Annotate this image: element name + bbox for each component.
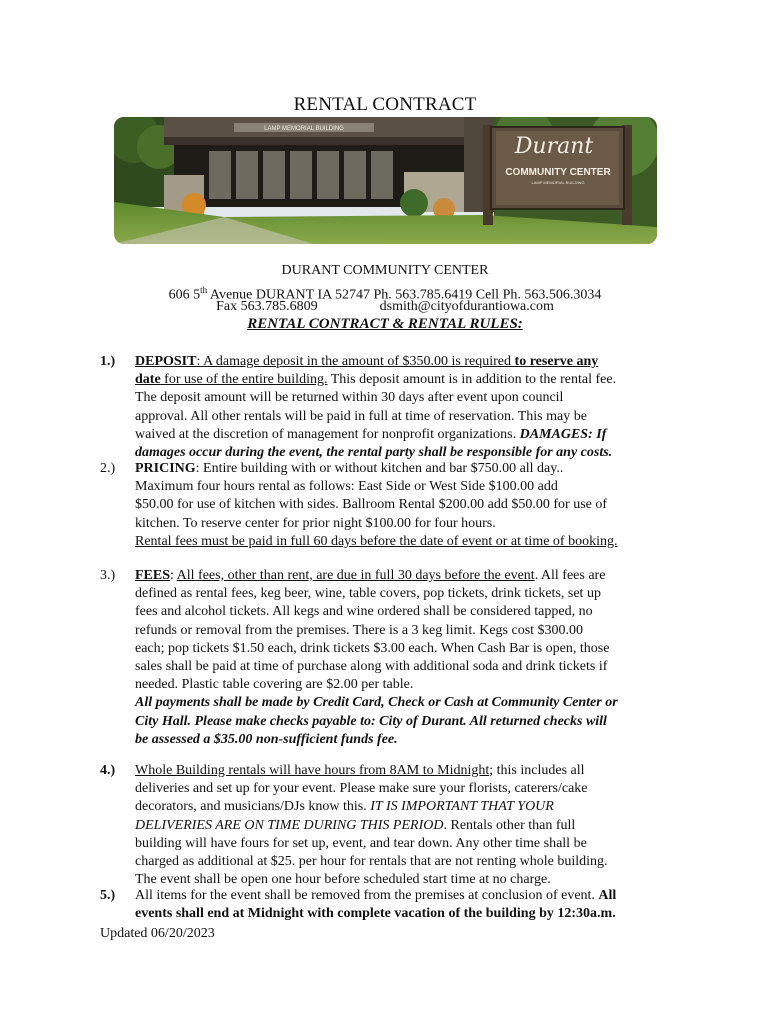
text-span: All [598,888,617,903]
text-line: deliveries and set up for your event. Please make sure your florists, caterers/cake [135,781,588,797]
text-span: All fees, other than rent, are due in full 30 days before the event [176,568,535,583]
text-line [135,887,670,905]
sign-subtext: LAMP MEMORIAL BUILDING [531,180,585,185]
text-line: be assessed a $35.00 non-sufficient funds fee. [135,731,398,747]
text-span: ; this includes all [489,763,585,778]
text-line [135,817,670,835]
text-line [135,353,670,371]
text-line [135,371,670,389]
text-span: : Entire building with or without kitchen and bar $750.00 all day.. [195,461,564,476]
text-span: for use of the entire building. [160,372,328,388]
text-line: City Hall. Please make checks payable to: City of Durant. All returned checks will [135,713,607,729]
org-name: DURANT COMMUNITY CENTER [281,263,489,278]
fees-label: FEES [135,568,171,583]
text-span: date [135,372,161,388]
text-span: This deposit amount is in addition to the rental fee. [327,372,617,388]
text-line: The event shall be open one hour before scheduled start time at no charge. [135,872,551,888]
text-line: All payments shall be made by Credit Card, Check or Cash at Community Center or [135,695,618,711]
email-address[interactable]: dsmith@cityofdurantiowa.com [379,299,554,314]
text-line: approval. All other rentals will be paid in full at time of reservation. This may be [135,408,587,424]
text-span: decorators, and musicians/DJs know this. [135,799,371,815]
text-span: DAMAGES: If [519,426,607,442]
text-line [135,798,670,816]
text-line: damages occur during the event, the rental party shall be responsible for any costs. [135,445,613,461]
deposit-label: DEPOSIT [135,354,197,369]
text-line: The deposit amount will be returned within 30 days after event upon council [135,390,564,406]
street-suffix: th [200,285,208,295]
text-span: Whole Building rentals will have hours from 8AM to Midnight [135,763,490,778]
text-line: events shall end at Midnight with complete vacation of the building by 12:30a.m. [135,906,616,922]
text-line [135,567,670,585]
section-removal [100,887,670,923]
street-number: 606 5 [168,287,201,303]
section-fees [100,567,670,749]
fax-number: Fax 563.785.6809 [216,299,318,314]
text-line: refunds or removal from the premises. There is a 3 keg limit. Kegs cost $300.00 [135,622,584,638]
section-hours [100,762,670,889]
text-line [135,762,670,780]
community-center-photo [114,117,657,244]
text-line: charged as additional at $25. per hour for rentals that are not renting whole building. [135,854,608,870]
text-line: Rental fees must be paid in full 60 days before the date of event or at time of booking. [135,533,618,549]
document-title: RENTAL CONTRACT [293,94,477,115]
street-rest: Avenue DURANT IA 52747 Ph. 563.785.6419 Cell Ph. 563.506.3034 [207,287,602,303]
text-span: DELIVERIES ARE ON TIME DURING THIS PERIOD [135,817,444,833]
text-span: : [170,568,177,583]
text-line: building will have fours for set up, event, and tear down. Any other time shall be [135,835,587,851]
section-number: 4.) [100,763,116,778]
text-line: fees and alcohol tickets. All kegs and wine ordered shall be considered tapped, no [135,604,593,620]
updated-date: Updated 06/20/2023 [100,926,215,941]
text-line: defined as rental fees, keg beer, wine, table covers, pop tickets, drink tickets, set up [135,586,601,602]
text-line [135,426,670,444]
text-line [135,460,670,478]
text-span: : A damage deposit in the amount of $350.00 is required [196,354,515,369]
pricing-label: PRICING [135,461,196,476]
text-line: kitchen. To reserve center for prior night $100.00 for four hours. [135,515,496,531]
text-span: waived at the discretion of management for nonprofit organizations. [135,426,520,442]
text-span: . All fees are [534,568,606,583]
text-line: sales shall be paid at time of purchase along with additional soda and drink tickets if [135,659,608,675]
section-deposit [100,353,670,462]
text-span: . Rentals other than full [443,817,576,833]
sign-text: COMMUNITY CENTER [505,167,611,178]
banner-text: LAMP MEMORIAL BUILDING [264,126,344,132]
text-span: IT IS IMPORTANT THAT YOUR [370,799,554,815]
text-span: All items for the event shall be removed from the premises at conclusion of event. [135,888,599,903]
sign-script: Durant [514,134,594,159]
text-line: $50.00 for use of kitchen with sides. Ballroom Rental $200.00 add $50.00 for use of [135,497,608,513]
section-number: 1.) [100,354,116,369]
text-line: needed. Plastic table covering are $2.00 per table. [135,677,414,693]
text-span: to reserve any [514,354,599,369]
rules-heading: RENTAL CONTRACT & RENTAL RULES: [247,316,523,332]
contact-line [0,298,770,316]
section-pricing [100,460,670,551]
section-number: 5.) [100,888,116,903]
section-number: 3.) [100,568,116,583]
text-line: Maximum four hours rental as follows: East Side or West Side $100.00 add [135,479,558,495]
section-number: 2.) [100,461,116,476]
text-line: each; pop tickets $1.50 each, drink tickets $3.00 each. When Cash Bar is open, those [135,640,610,656]
